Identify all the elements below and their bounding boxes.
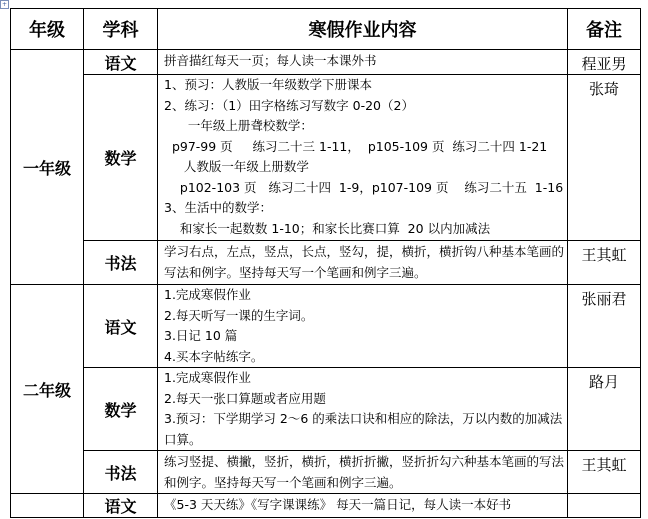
- table-row: [11, 285, 641, 368]
- note-cell: 张琦: [568, 75, 641, 241]
- content-line: 一年级上册聋校数学：: [164, 118, 313, 133]
- content-line: 1.完成寒假作业: [164, 287, 251, 302]
- table-row: [11, 368, 641, 451]
- note-cell: [568, 494, 641, 518]
- content-line: 1.完成寒假作业: [164, 370, 251, 385]
- subject-cell: 语文: [84, 50, 158, 75]
- content-cell: [158, 368, 568, 451]
- content-line: p97-99 页 练习二十三 1-11， p105-109 页 练习二十四 1-21: [164, 138, 548, 154]
- content-cell: [158, 451, 568, 494]
- note-cell: 路月: [568, 368, 641, 451]
- content-line: 和家长一起数数 1-10；和家长比赛口算 20 以内加减法: [164, 220, 491, 236]
- header-row: [11, 9, 641, 50]
- header-grade: 年级: [11, 9, 84, 50]
- homework-table: [10, 8, 641, 518]
- table-row: [11, 75, 641, 241]
- content-line: 2、练习：（1）田字格练习写数字 0-20（2）: [164, 97, 414, 113]
- content-line: 人教版一年级上册数学: [164, 159, 309, 174]
- content-cell: [158, 241, 568, 285]
- header-subject: 学科: [84, 9, 158, 50]
- content-line: 练习竖提、横撇，竖折，横折，横折折撇，竖折折勾六种基本笔画的写法和例字。坚持每天写一个笔画和例字三遍。: [164, 454, 565, 490]
- content-line: 3、生活中的数学：: [164, 200, 272, 215]
- content-cell: [158, 285, 568, 368]
- header-content: 寒假作业内容: [158, 9, 568, 50]
- subject-cell: 书法: [84, 241, 158, 285]
- grade-cell: 一年级: [11, 50, 84, 285]
- note-cell: 王其虹: [568, 451, 641, 494]
- grade-cell: 二年级: [11, 285, 84, 494]
- table-row: [11, 451, 641, 494]
- content-line: 4.买本字帖练字。: [164, 348, 264, 364]
- content-cell: [158, 50, 568, 75]
- content-line: 学习右点，左点，竖点，长点，竖勾，提，横折，横折钩八种基本笔画的写法和例字。坚持每天写一个笔画和例字三遍。: [164, 244, 565, 280]
- subject-cell: 语文: [84, 494, 158, 518]
- subject-cell: 数学: [84, 75, 158, 241]
- content-line: 《5-3 天天练》《写字课课练》 每天一篇日记，每人读一本好书: [164, 497, 512, 512]
- note-cell: 程亚男: [568, 50, 641, 75]
- content-line: 1、预习：人教版一年级数学下册课本: [164, 77, 372, 92]
- note-cell: 张丽君: [568, 285, 641, 368]
- subject-cell: 书法: [84, 451, 158, 494]
- content-cell: [158, 75, 568, 241]
- table-row: [11, 494, 641, 518]
- content-line: 拼音描红每天一页；每人读一本课外书: [164, 53, 377, 68]
- content-line: 2.每天一张口算题或者应用题: [164, 390, 326, 406]
- table-row: [11, 50, 641, 75]
- content-line: 3.预习：下学期学习 2～6 的乘法口诀和相应的除法，万以内数的加减法口算。: [164, 411, 563, 447]
- content-line: 2.每天听写一课的生字词。: [164, 307, 314, 323]
- table-move-handle-icon[interactable]: +: [1, 1, 8, 8]
- content-line: p102-103 页 练习二十四 1-9，p107-109 页 练习二十五 1-16: [164, 179, 564, 195]
- subject-cell: 语文: [84, 285, 158, 368]
- content-line: 3.日记 10 篇: [164, 328, 238, 343]
- table-row: [11, 241, 641, 285]
- content-cell: [158, 494, 568, 518]
- note-cell: 王其虹: [568, 241, 641, 285]
- header-note: 备注: [568, 9, 641, 50]
- grade-cell: [11, 494, 84, 518]
- subject-cell: 数学: [84, 368, 158, 451]
